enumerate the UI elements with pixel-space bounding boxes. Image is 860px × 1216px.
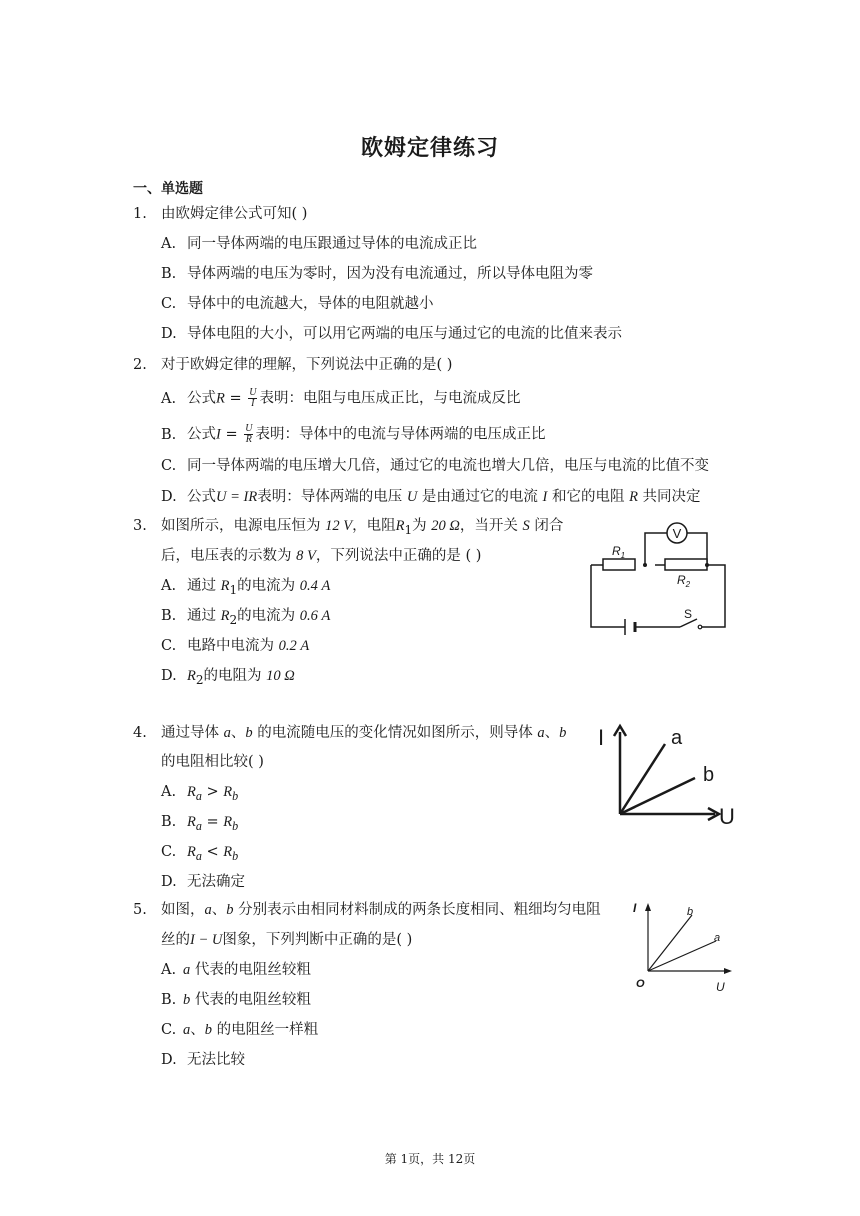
option-text: 同一导体两端的电压增大几倍，通过它的电流也增大几倍，电压与电流的比值不变 [187, 458, 709, 474]
option-subscript: b [232, 848, 239, 863]
x-arrow-icon [724, 968, 732, 974]
option-var: R [220, 608, 230, 624]
stem-text: 闭合 [529, 518, 564, 534]
stem-text: 丝的 [161, 932, 190, 948]
option-b[interactable] [161, 424, 545, 445]
question-stem-line-2 [161, 547, 481, 565]
stem-text: 如图所示，电源电压恒为 [161, 518, 326, 534]
resistor-r1 [603, 559, 635, 570]
option-text: 导体中的电流越大，导体的电阻就越小 [187, 296, 434, 312]
option-label: D. [161, 489, 177, 505]
stem-text: 、 [211, 902, 227, 918]
stem-var: R [395, 518, 405, 534]
r1-label [612, 544, 625, 560]
stem-var: b [559, 725, 567, 741]
option-text: 导体两端的电压为零时，因为没有电流通过，所以导体电阻为零 [187, 266, 593, 282]
option-var: R [187, 784, 196, 800]
option-d[interactable] [161, 325, 622, 343]
option-value: 0.2 A [278, 638, 310, 654]
question-stem-line-1 [161, 901, 601, 919]
formula-eq: = [224, 390, 247, 407]
formula-var: R [629, 489, 638, 505]
fraction [248, 388, 257, 409]
option-var: a [183, 1022, 191, 1038]
option-text: 是由通过它的电流 [417, 489, 543, 505]
option-text: 公式 [187, 489, 216, 505]
stem-text: ，电阻 [352, 518, 396, 534]
option-label: A. [161, 784, 177, 800]
option-subscript: b [232, 788, 239, 803]
line-a-label: a [714, 932, 721, 944]
stem-formula: I − U [190, 932, 223, 948]
option-d[interactable] [161, 873, 245, 891]
option-label: A. [161, 962, 177, 978]
option-a[interactable] [161, 783, 238, 805]
voltmeter-label: V [672, 526, 682, 541]
option-subscript: a [195, 788, 202, 803]
r1-label-var: R [612, 544, 621, 558]
page-footer: 第 1页，共 12页 [384, 1152, 476, 1166]
option-label: A. [161, 236, 177, 252]
fraction-numerator: U [245, 423, 253, 434]
option-label: C. [161, 1022, 177, 1038]
option-a[interactable] [161, 388, 520, 409]
option-label: A. [161, 578, 177, 594]
question-stem-line-1 [161, 517, 563, 539]
option-c[interactable] [161, 637, 309, 655]
option-a[interactable] [161, 577, 330, 599]
stem-text: 后，电压表的示数为 [161, 548, 297, 564]
line-b [648, 915, 692, 971]
option-var: R [220, 578, 230, 594]
option-label: D. [161, 1052, 177, 1068]
option-label: C. [161, 296, 177, 312]
stem-value: 12 V [325, 518, 353, 534]
stem-text: 通过导体 [161, 725, 224, 741]
formula-var: I [216, 426, 221, 443]
stem-subscript: 1 [404, 522, 413, 537]
stem-text: 、 [230, 725, 246, 741]
stem-text: 、 [544, 725, 560, 741]
option-text: 表明：导体两端的电压 [257, 489, 407, 505]
option-text: 电路中电流为 [187, 638, 279, 654]
question-number: 2. [133, 357, 147, 373]
x-axis-label: U [719, 804, 735, 829]
option-text: 同一导体两端的电压跟通过导体的电流成正比 [187, 236, 477, 252]
option-operator: > [201, 784, 224, 800]
formula: U = IR [216, 489, 258, 505]
r2-label-var: R [677, 573, 686, 587]
stem-text: 的电流随电压的变化情况如图所示，则导体 [252, 725, 538, 741]
option-text: 公式 [187, 390, 216, 407]
option-var: b [204, 1022, 212, 1038]
option-subscript: 1 [229, 582, 238, 597]
question-stem-line-1 [161, 724, 566, 742]
option-b[interactable] [161, 265, 593, 283]
option-subscript: a [195, 848, 202, 863]
option-subscript: a [195, 818, 202, 833]
formula-var: U [406, 489, 418, 505]
option-var: a [183, 962, 191, 978]
option-d[interactable] [161, 1051, 245, 1069]
option-text: 导体电阻的大小，可以用它两端的电压与通过它的电流的比值来表示 [187, 326, 622, 342]
option-text: 通过 [187, 578, 221, 594]
question-stem-line-2: 的电阻相比较( ) [161, 754, 264, 770]
option-label: D. [161, 668, 177, 684]
stem-text: 分别表示由相同材料制成的两条长度相同、粗细均匀电阻 [233, 902, 601, 918]
stem-value: 8 V [296, 548, 316, 564]
y-axis-label: I [633, 901, 637, 915]
option-text: 表明：电阻与电压成正比，与电流成反比 [259, 390, 521, 407]
formula-var: R [216, 390, 225, 407]
question-stem: 由欧姆定律公式可知( ) [161, 206, 308, 222]
x-axis-label: U [716, 980, 725, 994]
option-a[interactable] [161, 961, 311, 979]
y-arrow-icon [645, 903, 651, 911]
option-d[interactable] [161, 488, 701, 506]
option-c[interactable] [161, 1021, 318, 1039]
stem-text: ，下列说法中正确的是 ( ) [315, 548, 482, 564]
line-a-label: a [671, 727, 683, 749]
stem-var: b [226, 902, 234, 918]
question-number: 3. [133, 518, 147, 534]
question-number: 1. [133, 206, 147, 222]
option-c[interactable] [161, 457, 709, 475]
stem-var: a [204, 902, 212, 918]
page-title: 欧姆定律练习 [360, 135, 499, 161]
stem-var: b [245, 725, 253, 741]
option-var: R [223, 844, 233, 860]
fraction-numerator: U [249, 387, 257, 398]
stem-var: S [522, 518, 530, 534]
option-var: R [187, 814, 196, 830]
resistor-r2 [665, 559, 707, 570]
line-b-label: b [687, 906, 694, 918]
option-text: 和它的电阻 [547, 489, 630, 505]
y-axis-label: I [598, 725, 605, 750]
option-subscript: b [232, 818, 239, 833]
stem-text: 如图， [161, 902, 205, 918]
switch-label: S [684, 607, 693, 621]
option-c[interactable] [161, 295, 434, 313]
option-label: B. [161, 608, 177, 624]
r1-label-sub: 1 [620, 551, 626, 560]
option-var: R [187, 668, 196, 684]
line-a [648, 941, 716, 971]
option-text: 、 [190, 1022, 205, 1038]
question-stem-line-2 [161, 931, 412, 949]
option-text: 共同决定 [637, 489, 701, 505]
option-b[interactable] [161, 607, 330, 629]
circuit-diagram [585, 515, 735, 640]
option-label: C. [161, 458, 177, 474]
option-operator: = [201, 814, 224, 830]
fraction-denominator: R [245, 434, 252, 445]
option-value: 0.4 A [299, 578, 331, 594]
option-value: 0.6 A [299, 608, 331, 624]
stem-var: a [537, 725, 545, 741]
option-text: 无法比较 [187, 1052, 245, 1068]
section-heading: 一、单选题 [133, 181, 203, 197]
line-b-label: b [703, 764, 715, 786]
option-var: b [183, 992, 191, 1008]
option-text: 的电流为 [237, 578, 300, 594]
iu-graph-4 [595, 720, 740, 830]
option-text: 的电阻为 [203, 668, 267, 684]
option-text: 公式 [187, 426, 216, 443]
option-d[interactable] [161, 667, 295, 689]
option-text: 代表的电阻丝较粗 [190, 992, 311, 1008]
option-text: 代表的电阻丝较粗 [190, 962, 311, 978]
fraction [244, 424, 253, 445]
r2-label [677, 573, 691, 589]
iu-graph-5 [628, 897, 738, 997]
stem-var: a [223, 725, 231, 741]
option-label: C. [161, 844, 177, 860]
r2-label-sub: 2 [685, 580, 691, 589]
option-b[interactable] [161, 813, 238, 835]
option-label: B. [161, 814, 177, 830]
option-label: D. [161, 326, 177, 342]
option-subscript: 2 [229, 612, 238, 627]
option-text: 无法确定 [187, 874, 245, 890]
question-number: 5. [133, 902, 147, 918]
option-var: R [223, 814, 233, 830]
stem-text: 为 [412, 518, 432, 534]
option-label: B. [161, 992, 177, 1008]
origin-label: O [636, 978, 645, 990]
stem-text: 图象，下列判断中正确的是( ) [222, 932, 413, 948]
option-text: 的电流为 [237, 608, 300, 624]
question-stem: 对于欧姆定律的理解，下列说法中正确的是( ) [161, 357, 453, 373]
option-c[interactable] [161, 843, 238, 865]
fraction-denominator: I [251, 398, 255, 409]
option-label: D. [161, 874, 177, 890]
option-value: 10 Ω [266, 668, 295, 684]
formula-eq: = [220, 426, 243, 443]
option-text: 通过 [187, 608, 221, 624]
formula-var: I [542, 489, 548, 505]
option-b[interactable] [161, 991, 311, 1009]
option-text: 的电阻丝一样粗 [212, 1022, 319, 1038]
option-label: B. [161, 426, 177, 443]
option-a[interactable] [161, 235, 477, 253]
option-var: R [223, 784, 233, 800]
stem-text: ，当开关 [459, 518, 523, 534]
option-operator: < [201, 844, 224, 860]
option-var: R [187, 844, 196, 860]
question-number: 4. [133, 725, 147, 741]
option-subscript: 2 [195, 672, 204, 687]
stem-value: 20 Ω [431, 518, 460, 534]
option-label: C. [161, 638, 177, 654]
option-label: B. [161, 266, 177, 282]
option-text: 表明：导体中的电流与导体两端的电压成正比 [255, 426, 546, 443]
option-label: A. [161, 390, 177, 407]
